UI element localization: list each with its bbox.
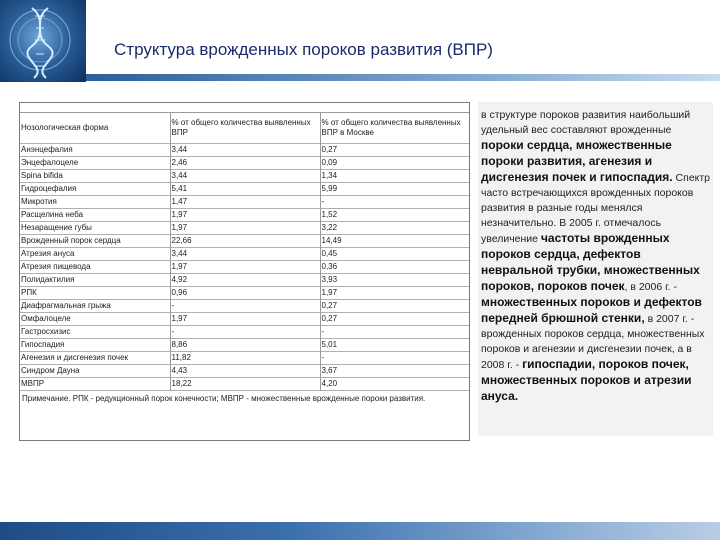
table-row [20,378,469,391]
cell-percent-moscow: - [320,326,469,339]
cell-percent-moscow: 3,22 [320,222,469,235]
cell-percent-moscow: 3,93 [320,274,469,287]
table-blank-row [20,103,469,113]
cell-percent-moscow: 0,27 [320,313,469,326]
cell-percent-total: 4,43 [170,365,320,378]
table-row [20,209,469,222]
cell-nosological-form: Диафрагмальная грыжа [20,300,170,313]
cell-nosological-form: Полидактилия [20,274,170,287]
cell-percent-total: 1,97 [170,261,320,274]
table-row [20,170,469,183]
summary-text-part: , в 2006 г. - [624,281,678,293]
cell-percent-moscow: 1,97 [320,287,469,300]
cell-percent-moscow: 0,27 [320,300,469,313]
table-row [20,274,469,287]
cell-nosological-form: Атрезия пищевода [20,261,170,274]
cell-percent-moscow: 0,09 [320,157,469,170]
cell-percent-total: 1,97 [170,222,320,235]
table-row [20,196,469,209]
cell-percent-moscow: 0,27 [320,144,469,157]
summary-text-bold: частоты врожденных пороков сердца, дефектов невральной трубки, множественных пороков, пороков почек [481,231,700,293]
summary-text-bold: гипоспадии, пороков почек, множественных пороков и атрезии ануса. [481,357,692,403]
summary-text [481,108,713,405]
cell-percent-total: 0,96 [170,287,320,300]
table-note: Примечание. РПК - редукционный порок конечности; МВПР - множественные врожденные пороки развития. [20,391,469,407]
cell-percent-total: 1,97 [170,209,320,222]
cell-percent-total: 3,44 [170,170,320,183]
table-row [20,326,469,339]
cell-percent-total: 2,46 [170,157,320,170]
cell-nosological-form: Гастросхизис [20,326,170,339]
summary-text-part: Спектр часто встречающихся врожденных пороков развития в разные годы менялся незначительно. В 2005 г. отмечалось увеличение [481,172,711,245]
cell-nosological-form: РПК [20,287,170,300]
table-row [20,144,469,157]
cell-nosological-form: Анэнцефалия [20,144,170,157]
cell-nosological-form: Энцефалоцеле [20,157,170,170]
cell-percent-total: 1,97 [170,313,320,326]
table-row [20,261,469,274]
cell-percent-total: 8,86 [170,339,320,352]
logo-dna-image [0,0,86,82]
slide-title: Структура врожденных пороков развития (ВПР) [114,40,493,59]
cell-percent-moscow: 1,52 [320,209,469,222]
table-row [20,248,469,261]
table-row [20,287,469,300]
table-row [20,365,469,378]
footer-bar [0,522,720,540]
cell-nosological-form: Синдром Дауна [20,365,170,378]
cell-percent-moscow: - [320,196,469,209]
table-row [20,183,469,196]
cell-percent-total: - [170,326,320,339]
table-row [20,235,469,248]
header-nosological-form: Нозологическая форма [21,123,109,132]
summary-text-bold: пороки сердца, множественные пороки развития, агенезия и дисгенезия почек и гипоспадия. [481,138,673,184]
table-note-row [20,391,469,407]
cell-percent-total: 11,82 [170,352,320,365]
table-row [20,313,469,326]
cell-nosological-form: Гипоспадия [20,339,170,352]
cell-percent-total: 3,44 [170,144,320,157]
summary-text-part: в 2007 г. - врожденных пороков сердца, множественных пороков и агенезии и дисгенезии почек, а в 2008 г. - [481,313,705,371]
summary-text-part: в структуре пороков развития наибольший удельный вес составляют врожденные [481,109,691,136]
header-percent-total: % от общего количества выявленных ВПР [170,113,320,144]
cell-nosological-form: Омфалоцеле [20,313,170,326]
cell-nosological-form: Агенезия и дисгенезия почек [20,352,170,365]
table-header-row [20,113,469,144]
cell-percent-moscow: 0,36 [320,261,469,274]
table-row [20,222,469,235]
cell-nosological-form: Врожденный порок сердца [20,235,170,248]
vpr-structure-table [19,102,470,441]
table-row [20,300,469,313]
cell-percent-moscow: - [320,352,469,365]
cell-percent-moscow: 0,45 [320,248,469,261]
table-row [20,339,469,352]
cell-nosological-form: Гидроцефалия [20,183,170,196]
cell-nosological-form: Расщелина неба [20,209,170,222]
table-row [20,157,469,170]
cell-percent-total: 3,44 [170,248,320,261]
cell-percent-moscow: 5,01 [320,339,469,352]
cell-percent-total: 18,22 [170,378,320,391]
cell-percent-moscow: 1,34 [320,170,469,183]
cell-nosological-form: Незаращение губы [20,222,170,235]
cell-percent-moscow: 4,20 [320,378,469,391]
cell-nosological-form: Микротия [20,196,170,209]
header-percent-moscow: % от общего количества выявленных ВПР в Москве [320,113,469,144]
summary-text-bold: множественных пороков и дефектов передней брюшной стенки, [481,295,702,325]
cell-percent-moscow: 5,99 [320,183,469,196]
title-underline-bar [86,74,720,81]
cell-nosological-form: Spina bifida [20,170,170,183]
cell-nosological-form: Атрезия ануса [20,248,170,261]
cell-nosological-form: МВПР [20,378,170,391]
cell-percent-moscow: 14,49 [320,235,469,248]
cell-percent-total: - [170,300,320,313]
cell-percent-total: 22,66 [170,235,320,248]
table-row [20,352,469,365]
cell-percent-total: 1,47 [170,196,320,209]
cell-percent-total: 5,41 [170,183,320,196]
cell-percent-total: 4,92 [170,274,320,287]
cell-percent-moscow: 3,67 [320,365,469,378]
